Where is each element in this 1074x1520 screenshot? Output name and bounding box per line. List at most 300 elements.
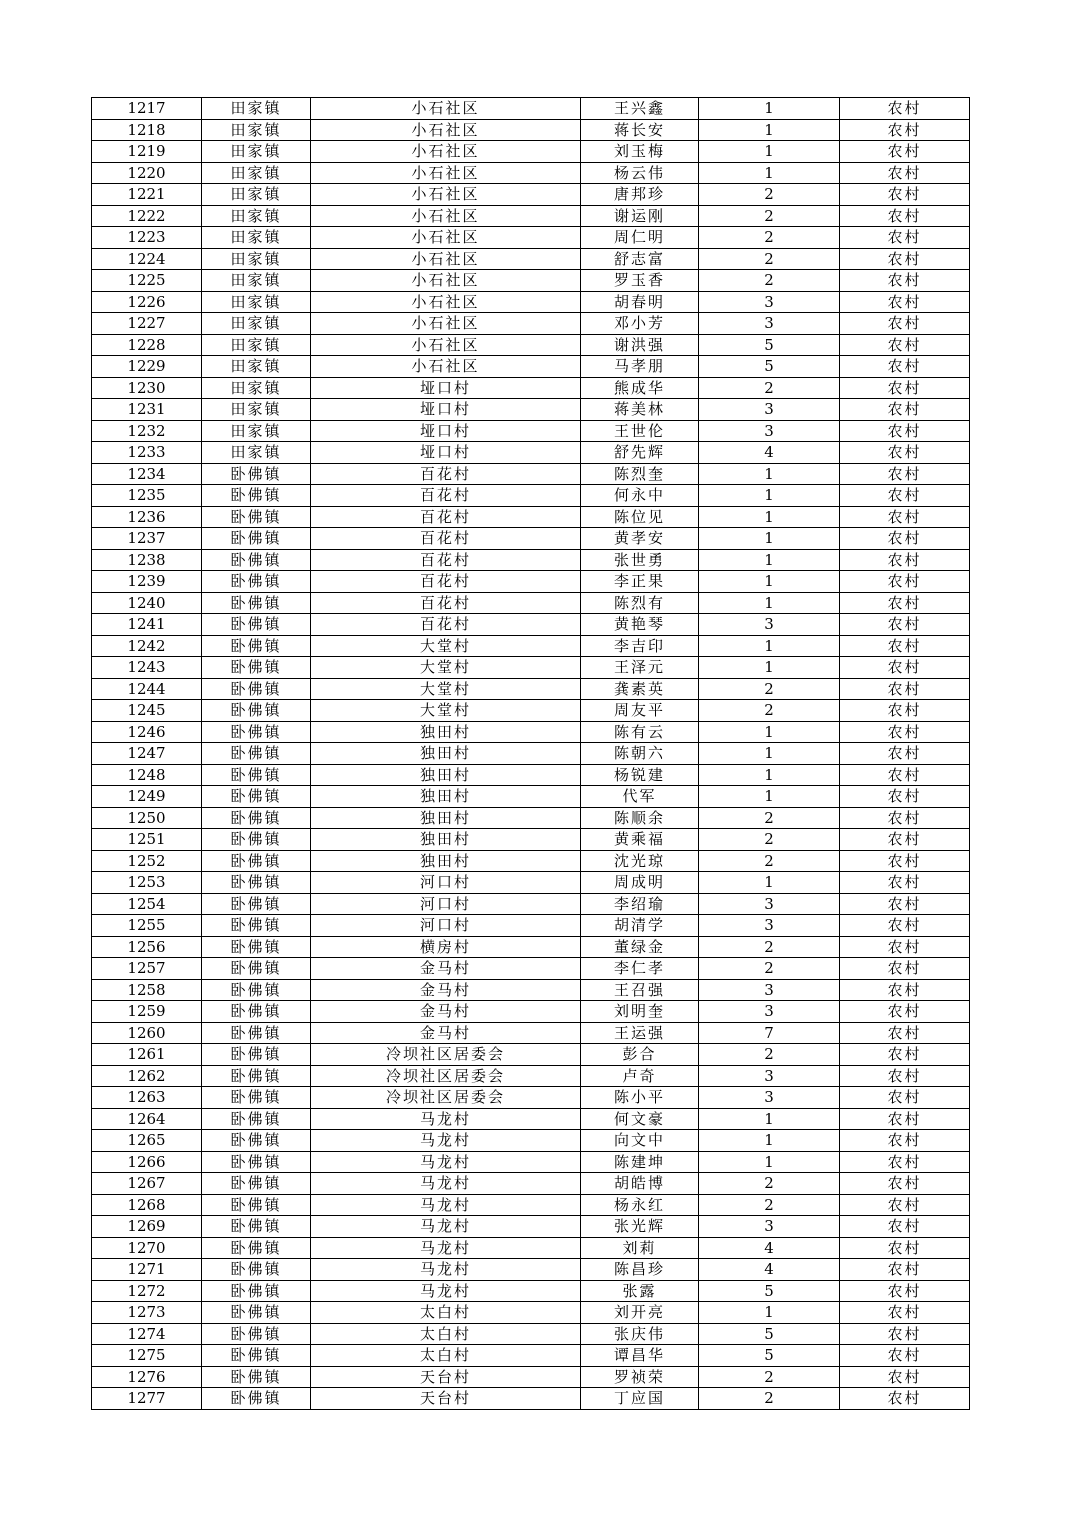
village-cell: 垭口村 — [311, 377, 581, 399]
name-cell: 杨锐建 — [581, 764, 699, 786]
count-cell: 1 — [699, 872, 840, 894]
row-number-cell: 1222 — [92, 205, 202, 227]
row-number-cell: 1228 — [92, 334, 202, 356]
row-number-cell: 1265 — [92, 1130, 202, 1152]
table-row — [92, 592, 970, 614]
type-cell: 农村 — [840, 592, 970, 614]
village-cell: 马龙村 — [311, 1280, 581, 1302]
type-cell: 农村 — [840, 1237, 970, 1259]
name-cell: 胡皓博 — [581, 1173, 699, 1195]
name-cell: 谢运刚 — [581, 205, 699, 227]
village-cell: 小石社区 — [311, 119, 581, 141]
table-row — [92, 1151, 970, 1173]
table-row — [92, 442, 970, 464]
table-row — [92, 334, 970, 356]
name-cell: 李仁孝 — [581, 958, 699, 980]
village-cell: 独田村 — [311, 850, 581, 872]
village-cell: 马龙村 — [311, 1237, 581, 1259]
town-cell: 卧佛镇 — [202, 614, 311, 636]
village-cell: 太白村 — [311, 1302, 581, 1324]
count-cell: 2 — [699, 184, 840, 206]
count-cell: 1 — [699, 119, 840, 141]
row-number-cell: 1270 — [92, 1237, 202, 1259]
name-cell: 王召强 — [581, 979, 699, 1001]
row-number-cell: 1236 — [92, 506, 202, 528]
name-cell: 董绿金 — [581, 936, 699, 958]
name-cell: 周仁明 — [581, 227, 699, 249]
town-cell: 田家镇 — [202, 205, 311, 227]
count-cell: 1 — [699, 549, 840, 571]
town-cell: 卧佛镇 — [202, 1323, 311, 1345]
town-cell: 田家镇 — [202, 313, 311, 335]
town-cell: 卧佛镇 — [202, 1108, 311, 1130]
count-cell: 3 — [699, 399, 840, 421]
count-cell: 4 — [699, 1259, 840, 1281]
town-cell: 田家镇 — [202, 334, 311, 356]
count-cell: 3 — [699, 614, 840, 636]
count-cell: 1 — [699, 743, 840, 765]
town-cell: 卧佛镇 — [202, 1130, 311, 1152]
town-cell: 卧佛镇 — [202, 1302, 311, 1324]
table-row — [92, 1216, 970, 1238]
name-cell: 何永中 — [581, 485, 699, 507]
name-cell: 王运强 — [581, 1022, 699, 1044]
name-cell: 杨云伟 — [581, 162, 699, 184]
name-cell: 谢洪强 — [581, 334, 699, 356]
count-cell: 2 — [699, 807, 840, 829]
town-cell: 田家镇 — [202, 356, 311, 378]
type-cell: 农村 — [840, 162, 970, 184]
row-number-cell: 1253 — [92, 872, 202, 894]
count-cell: 1 — [699, 764, 840, 786]
name-cell: 周友平 — [581, 700, 699, 722]
village-cell: 百花村 — [311, 528, 581, 550]
village-cell: 独田村 — [311, 807, 581, 829]
name-cell: 李绍瑜 — [581, 893, 699, 915]
count-cell: 1 — [699, 1130, 840, 1152]
name-cell: 刘莉 — [581, 1237, 699, 1259]
row-number-cell: 1221 — [92, 184, 202, 206]
row-number-cell: 1231 — [92, 399, 202, 421]
village-cell: 垭口村 — [311, 399, 581, 421]
type-cell: 农村 — [840, 463, 970, 485]
name-cell: 黄乘福 — [581, 829, 699, 851]
village-cell: 小石社区 — [311, 248, 581, 270]
town-cell: 田家镇 — [202, 184, 311, 206]
row-number-cell: 1251 — [92, 829, 202, 851]
type-cell: 农村 — [840, 1259, 970, 1281]
name-cell: 代军 — [581, 786, 699, 808]
name-cell: 王泽元 — [581, 657, 699, 679]
type-cell: 农村 — [840, 850, 970, 872]
count-cell: 5 — [699, 334, 840, 356]
town-cell: 卧佛镇 — [202, 1001, 311, 1023]
type-cell: 农村 — [840, 485, 970, 507]
village-cell: 独田村 — [311, 764, 581, 786]
village-cell: 太白村 — [311, 1323, 581, 1345]
town-cell: 卧佛镇 — [202, 1366, 311, 1388]
count-cell: 1 — [699, 162, 840, 184]
name-cell: 胡春明 — [581, 291, 699, 313]
type-cell: 农村 — [840, 184, 970, 206]
count-cell: 1 — [699, 1302, 840, 1324]
town-cell: 卧佛镇 — [202, 958, 311, 980]
town-cell: 田家镇 — [202, 399, 311, 421]
row-number-cell: 1274 — [92, 1323, 202, 1345]
village-cell: 小石社区 — [311, 291, 581, 313]
town-cell: 卧佛镇 — [202, 700, 311, 722]
town-cell: 卧佛镇 — [202, 1151, 311, 1173]
town-cell: 卧佛镇 — [202, 571, 311, 593]
count-cell: 3 — [699, 313, 840, 335]
village-cell: 百花村 — [311, 463, 581, 485]
count-cell: 2 — [699, 227, 840, 249]
table-row — [92, 1302, 970, 1324]
village-cell: 小石社区 — [311, 141, 581, 163]
town-cell: 田家镇 — [202, 141, 311, 163]
count-cell: 5 — [699, 1280, 840, 1302]
type-cell: 农村 — [840, 936, 970, 958]
name-cell: 陈烈有 — [581, 592, 699, 614]
type-cell: 农村 — [840, 1323, 970, 1345]
count-cell: 1 — [699, 141, 840, 163]
row-number-cell: 1243 — [92, 657, 202, 679]
town-cell: 卧佛镇 — [202, 829, 311, 851]
town-cell: 田家镇 — [202, 162, 311, 184]
type-cell: 农村 — [840, 1345, 970, 1367]
village-cell: 金马村 — [311, 979, 581, 1001]
row-number-cell: 1217 — [92, 98, 202, 120]
table-row — [92, 1194, 970, 1216]
table-row — [92, 528, 970, 550]
village-cell: 河口村 — [311, 872, 581, 894]
village-cell: 垭口村 — [311, 442, 581, 464]
count-cell: 1 — [699, 657, 840, 679]
name-cell: 刘玉梅 — [581, 141, 699, 163]
row-number-cell: 1248 — [92, 764, 202, 786]
type-cell: 农村 — [840, 721, 970, 743]
village-cell: 大堂村 — [311, 700, 581, 722]
count-cell: 2 — [699, 1044, 840, 1066]
name-cell: 李吉印 — [581, 635, 699, 657]
count-cell: 2 — [699, 1173, 840, 1195]
village-cell: 马龙村 — [311, 1108, 581, 1130]
type-cell: 农村 — [840, 1087, 970, 1109]
table-row — [92, 1366, 970, 1388]
town-cell: 卧佛镇 — [202, 463, 311, 485]
table-row — [92, 571, 970, 593]
row-number-cell: 1242 — [92, 635, 202, 657]
name-cell: 黄孝安 — [581, 528, 699, 550]
village-cell: 独田村 — [311, 786, 581, 808]
town-cell: 卧佛镇 — [202, 678, 311, 700]
count-cell: 5 — [699, 1345, 840, 1367]
town-cell: 卧佛镇 — [202, 549, 311, 571]
type-cell: 农村 — [840, 227, 970, 249]
name-cell: 龚素英 — [581, 678, 699, 700]
name-cell: 张世勇 — [581, 549, 699, 571]
name-cell: 谭昌华 — [581, 1345, 699, 1367]
type-cell: 农村 — [840, 291, 970, 313]
town-cell: 卧佛镇 — [202, 721, 311, 743]
row-number-cell: 1256 — [92, 936, 202, 958]
row-number-cell: 1272 — [92, 1280, 202, 1302]
type-cell: 农村 — [840, 1044, 970, 1066]
table-row — [92, 1108, 970, 1130]
village-cell: 小石社区 — [311, 184, 581, 206]
type-cell: 农村 — [840, 786, 970, 808]
type-cell: 农村 — [840, 1302, 970, 1324]
type-cell: 农村 — [840, 1151, 970, 1173]
document-page — [91, 97, 970, 1410]
type-cell: 农村 — [840, 807, 970, 829]
count-cell: 4 — [699, 1237, 840, 1259]
table-row — [92, 915, 970, 937]
name-cell: 刘开亮 — [581, 1302, 699, 1324]
town-cell: 卧佛镇 — [202, 592, 311, 614]
village-cell: 小石社区 — [311, 98, 581, 120]
row-number-cell: 1247 — [92, 743, 202, 765]
table-row — [92, 872, 970, 894]
name-cell: 陈烈奎 — [581, 463, 699, 485]
row-number-cell: 1257 — [92, 958, 202, 980]
village-cell: 大堂村 — [311, 657, 581, 679]
row-number-cell: 1218 — [92, 119, 202, 141]
table-row — [92, 850, 970, 872]
count-cell: 2 — [699, 1388, 840, 1410]
type-cell: 农村 — [840, 377, 970, 399]
count-cell: 5 — [699, 1323, 840, 1345]
town-cell: 田家镇 — [202, 291, 311, 313]
village-cell: 百花村 — [311, 571, 581, 593]
town-cell: 卧佛镇 — [202, 1388, 311, 1410]
type-cell: 农村 — [840, 313, 970, 335]
count-cell: 2 — [699, 700, 840, 722]
row-number-cell: 1219 — [92, 141, 202, 163]
name-cell: 熊成华 — [581, 377, 699, 399]
name-cell: 舒志富 — [581, 248, 699, 270]
name-cell: 舒先辉 — [581, 442, 699, 464]
count-cell: 1 — [699, 1108, 840, 1130]
table-row — [92, 141, 970, 163]
count-cell: 1 — [699, 506, 840, 528]
count-cell: 2 — [699, 205, 840, 227]
town-cell: 卧佛镇 — [202, 872, 311, 894]
town-cell: 卧佛镇 — [202, 657, 311, 679]
type-cell: 农村 — [840, 356, 970, 378]
count-cell: 1 — [699, 485, 840, 507]
table-row — [92, 313, 970, 335]
table-row — [92, 420, 970, 442]
name-cell: 卢奇 — [581, 1065, 699, 1087]
row-number-cell: 1276 — [92, 1366, 202, 1388]
row-number-cell: 1229 — [92, 356, 202, 378]
type-cell: 农村 — [840, 743, 970, 765]
town-cell: 卧佛镇 — [202, 807, 311, 829]
village-cell: 大堂村 — [311, 678, 581, 700]
table-row — [92, 270, 970, 292]
count-cell: 1 — [699, 463, 840, 485]
table-row — [92, 936, 970, 958]
count-cell: 2 — [699, 1366, 840, 1388]
town-cell: 田家镇 — [202, 98, 311, 120]
village-cell: 百花村 — [311, 614, 581, 636]
table-row — [92, 399, 970, 421]
town-cell: 卧佛镇 — [202, 1216, 311, 1238]
table-body — [92, 98, 970, 1410]
name-cell: 张露 — [581, 1280, 699, 1302]
name-cell: 马孝朋 — [581, 356, 699, 378]
table-row — [92, 1237, 970, 1259]
village-cell: 独田村 — [311, 743, 581, 765]
town-cell: 卧佛镇 — [202, 936, 311, 958]
count-cell: 2 — [699, 270, 840, 292]
name-cell: 杨永红 — [581, 1194, 699, 1216]
type-cell: 农村 — [840, 1388, 970, 1410]
town-cell: 卧佛镇 — [202, 1345, 311, 1367]
table-row — [92, 829, 970, 851]
row-number-cell: 1249 — [92, 786, 202, 808]
type-cell: 农村 — [840, 270, 970, 292]
table-row — [92, 1173, 970, 1195]
name-cell: 蒋美林 — [581, 399, 699, 421]
village-cell: 河口村 — [311, 893, 581, 915]
town-cell: 卧佛镇 — [202, 1044, 311, 1066]
type-cell: 农村 — [840, 205, 970, 227]
village-cell: 马龙村 — [311, 1151, 581, 1173]
row-number-cell: 1238 — [92, 549, 202, 571]
count-cell: 1 — [699, 1151, 840, 1173]
village-cell: 冷坝社区居委会 — [311, 1087, 581, 1109]
name-cell: 罗玉香 — [581, 270, 699, 292]
town-cell: 卧佛镇 — [202, 1065, 311, 1087]
type-cell: 农村 — [840, 872, 970, 894]
table-row — [92, 506, 970, 528]
row-number-cell: 1268 — [92, 1194, 202, 1216]
row-number-cell: 1241 — [92, 614, 202, 636]
type-cell: 农村 — [840, 549, 970, 571]
name-cell: 丁应国 — [581, 1388, 699, 1410]
town-cell: 田家镇 — [202, 377, 311, 399]
row-number-cell: 1226 — [92, 291, 202, 313]
name-cell: 胡清学 — [581, 915, 699, 937]
count-cell: 3 — [699, 1216, 840, 1238]
table-row — [92, 614, 970, 636]
count-cell: 2 — [699, 936, 840, 958]
town-cell: 卧佛镇 — [202, 1259, 311, 1281]
type-cell: 农村 — [840, 506, 970, 528]
row-number-cell: 1246 — [92, 721, 202, 743]
village-cell: 小石社区 — [311, 356, 581, 378]
count-cell: 3 — [699, 893, 840, 915]
count-cell: 2 — [699, 958, 840, 980]
type-cell: 农村 — [840, 1366, 970, 1388]
village-cell: 小石社区 — [311, 270, 581, 292]
table-row — [92, 549, 970, 571]
town-cell: 卧佛镇 — [202, 979, 311, 1001]
name-cell: 向文中 — [581, 1130, 699, 1152]
count-cell: 1 — [699, 786, 840, 808]
village-cell: 百花村 — [311, 485, 581, 507]
type-cell: 农村 — [840, 334, 970, 356]
row-number-cell: 1266 — [92, 1151, 202, 1173]
village-cell: 大堂村 — [311, 635, 581, 657]
name-cell: 刘明奎 — [581, 1001, 699, 1023]
table-row — [92, 162, 970, 184]
count-cell: 1 — [699, 721, 840, 743]
village-cell: 马龙村 — [311, 1194, 581, 1216]
table-row — [92, 635, 970, 657]
count-cell: 2 — [699, 248, 840, 270]
town-cell: 卧佛镇 — [202, 1022, 311, 1044]
row-number-cell: 1230 — [92, 377, 202, 399]
table-row — [92, 958, 970, 980]
name-cell: 蒋长安 — [581, 119, 699, 141]
village-cell: 河口村 — [311, 915, 581, 937]
row-number-cell: 1225 — [92, 270, 202, 292]
table-row — [92, 205, 970, 227]
count-cell: 1 — [699, 571, 840, 593]
town-cell: 卧佛镇 — [202, 506, 311, 528]
row-number-cell: 1220 — [92, 162, 202, 184]
village-cell: 金马村 — [311, 958, 581, 980]
village-cell: 垭口村 — [311, 420, 581, 442]
row-number-cell: 1234 — [92, 463, 202, 485]
table-row — [92, 485, 970, 507]
row-number-cell: 1262 — [92, 1065, 202, 1087]
table-row — [92, 377, 970, 399]
table-row — [92, 721, 970, 743]
type-cell: 农村 — [840, 915, 970, 937]
town-cell: 卧佛镇 — [202, 1194, 311, 1216]
town-cell: 卧佛镇 — [202, 850, 311, 872]
count-cell: 3 — [699, 420, 840, 442]
count-cell: 3 — [699, 979, 840, 1001]
type-cell: 农村 — [840, 528, 970, 550]
name-cell: 张光辉 — [581, 1216, 699, 1238]
row-number-cell: 1244 — [92, 678, 202, 700]
count-cell: 2 — [699, 850, 840, 872]
name-cell: 王世伦 — [581, 420, 699, 442]
town-cell: 田家镇 — [202, 248, 311, 270]
type-cell: 农村 — [840, 1022, 970, 1044]
town-cell: 卧佛镇 — [202, 528, 311, 550]
count-cell: 3 — [699, 291, 840, 313]
town-cell: 田家镇 — [202, 270, 311, 292]
village-cell: 天台村 — [311, 1366, 581, 1388]
town-cell: 卧佛镇 — [202, 1087, 311, 1109]
row-number-cell: 1255 — [92, 915, 202, 937]
type-cell: 农村 — [840, 1173, 970, 1195]
row-number-cell: 1258 — [92, 979, 202, 1001]
row-number-cell: 1277 — [92, 1388, 202, 1410]
row-number-cell: 1227 — [92, 313, 202, 335]
type-cell: 农村 — [840, 248, 970, 270]
town-cell: 卧佛镇 — [202, 635, 311, 657]
name-cell: 罗祯荣 — [581, 1366, 699, 1388]
type-cell: 农村 — [840, 119, 970, 141]
row-number-cell: 1275 — [92, 1345, 202, 1367]
table-row — [92, 1345, 970, 1367]
village-cell: 马龙村 — [311, 1216, 581, 1238]
village-cell: 小石社区 — [311, 162, 581, 184]
town-cell: 田家镇 — [202, 420, 311, 442]
row-number-cell: 1259 — [92, 1001, 202, 1023]
type-cell: 农村 — [840, 1216, 970, 1238]
table-row — [92, 227, 970, 249]
village-cell: 独田村 — [311, 721, 581, 743]
table-row — [92, 248, 970, 270]
